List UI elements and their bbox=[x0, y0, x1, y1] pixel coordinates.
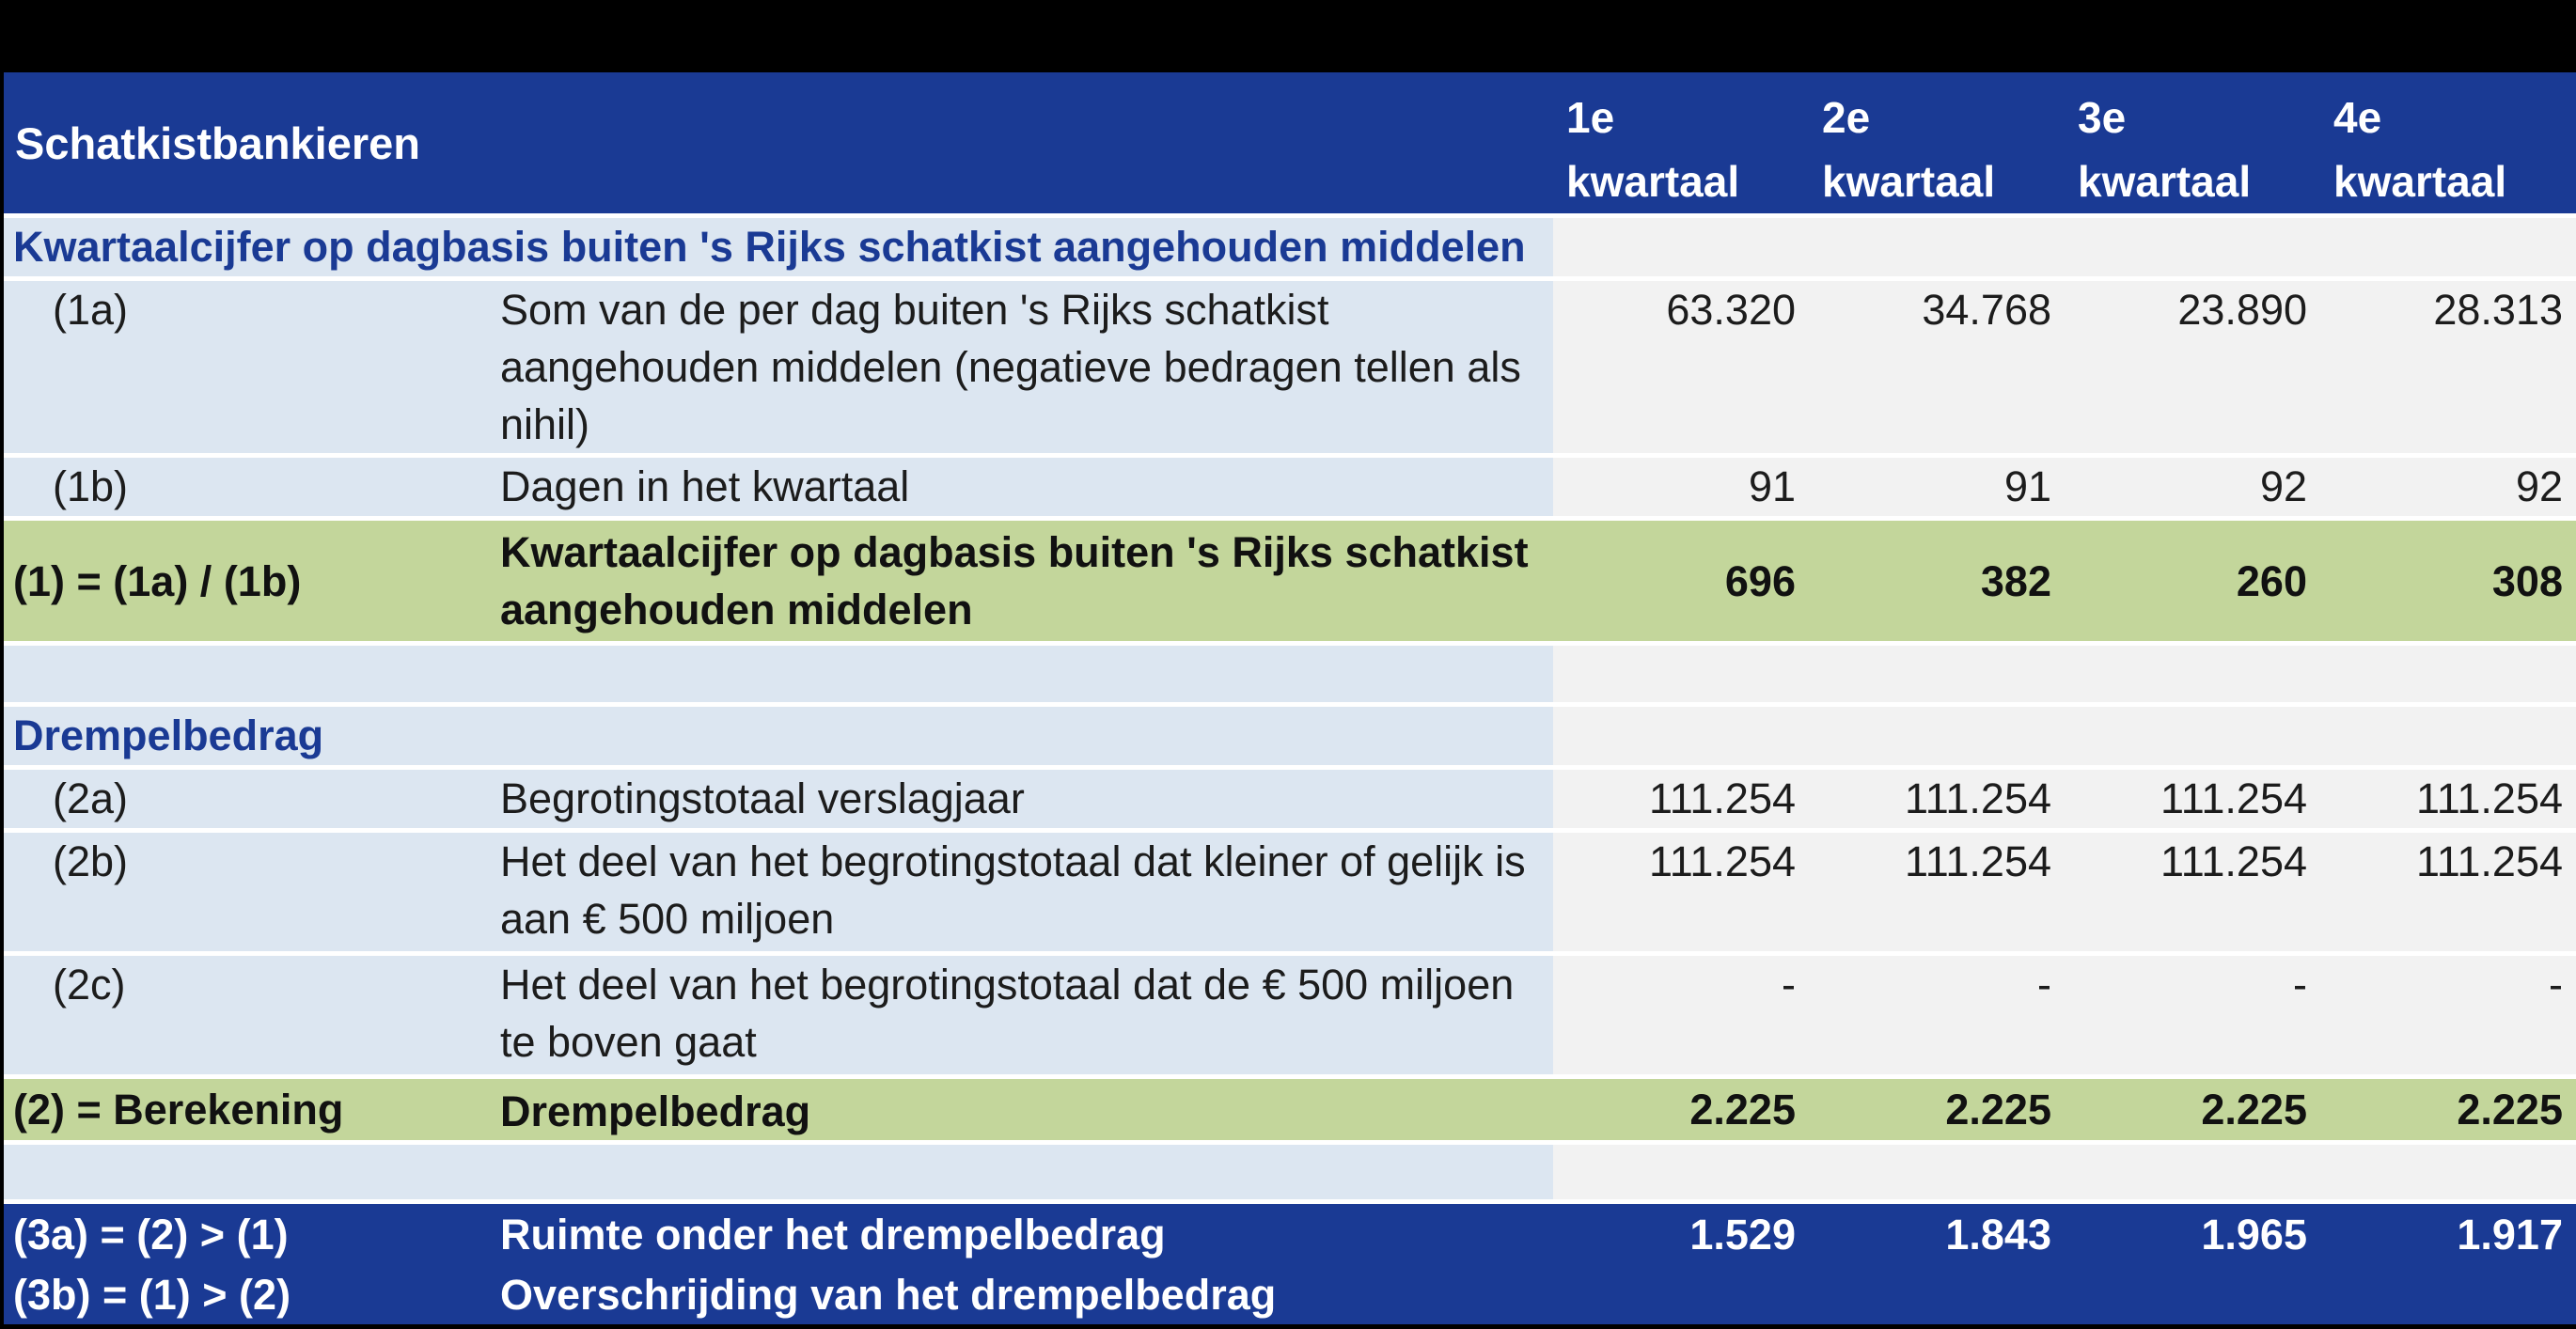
q2-word: kwartaal bbox=[1822, 157, 1996, 206]
value-cell-q1: 63.320 bbox=[1553, 281, 1809, 453]
value-cell-q3: 111.254 bbox=[2065, 770, 2320, 828]
value-cell-q2: 382 bbox=[1809, 521, 2065, 641]
value-cell-q1: 696 bbox=[1553, 521, 1809, 641]
value-cell-q4: 111.254 bbox=[2320, 770, 2576, 828]
table-row-calc-2 bbox=[4, 1079, 2576, 1140]
q4-ordinal: 4e bbox=[2333, 93, 2382, 142]
row-label: (2b) bbox=[4, 833, 500, 951]
value-cell-q3: 111.254 bbox=[2065, 833, 2320, 951]
column-header-q4 bbox=[2320, 72, 2576, 213]
value-cell-q3 bbox=[2065, 707, 2320, 765]
value-cell-q2: 91 bbox=[1809, 458, 2065, 516]
row-description: Kwartaalcijfer op dagbasis buiten 's Rijks schatkist aangehouden middelen bbox=[500, 521, 1553, 641]
value-cell-q4 bbox=[2320, 218, 2576, 276]
value-cell-q3 bbox=[2065, 218, 2320, 276]
value-cell-q2: 34.768 bbox=[1809, 281, 2065, 453]
value-cell-q1 bbox=[1553, 1264, 1809, 1324]
value-cell-q2 bbox=[1809, 218, 2065, 276]
q3-ordinal: 3e bbox=[2078, 93, 2127, 142]
value-cell-q2: 2.225 bbox=[1809, 1079, 2065, 1140]
value-cell-q2: 1.843 bbox=[1809, 1204, 2065, 1264]
value-cell-q4: 28.313 bbox=[2320, 281, 2576, 453]
table-row-1b bbox=[4, 458, 2576, 516]
value-cell-q3: 23.890 bbox=[2065, 281, 2320, 453]
value-cell-q3 bbox=[2065, 1145, 2320, 1199]
row-description: Dagen in het kwartaal bbox=[500, 458, 1553, 516]
row-description: Overschrijding van het drempelbedrag bbox=[500, 1264, 1553, 1324]
table-header-row bbox=[4, 72, 2576, 213]
table-row-spacer bbox=[4, 1145, 2576, 1199]
row-label: (2) = Berekening bbox=[4, 1079, 500, 1140]
value-cell-q3: 2.225 bbox=[2065, 1079, 2320, 1140]
value-cell-q3: 92 bbox=[2065, 458, 2320, 516]
value-cell-q2: 111.254 bbox=[1809, 770, 2065, 828]
value-cell-q4: 111.254 bbox=[2320, 833, 2576, 951]
table-title: Schatkistbankieren bbox=[15, 117, 421, 168]
q2-ordinal: 2e bbox=[1822, 93, 1871, 142]
schatkistbankieren-table bbox=[4, 72, 2576, 1324]
row-description: Drempelbedrag bbox=[500, 1079, 1553, 1140]
row-description: Het deel van het begrotingstotaal dat kleiner of gelijk is aan € 500 miljoen bbox=[500, 833, 1553, 951]
column-header-q1 bbox=[1553, 72, 1809, 213]
value-cell-q4 bbox=[2320, 1264, 2576, 1324]
section-title: Kwartaalcijfer op dagbasis buiten 's Rijks schatkist aangehouden middelen bbox=[4, 218, 1553, 276]
value-cell-q3: 1.965 bbox=[2065, 1204, 2320, 1264]
row-label: (1a) bbox=[4, 281, 500, 453]
value-cell-q2 bbox=[1809, 646, 2065, 702]
row-label: (1b) bbox=[4, 458, 500, 516]
value-cell-q4 bbox=[2320, 707, 2576, 765]
value-cell-q4 bbox=[2320, 646, 2576, 702]
value-cell-q4 bbox=[2320, 1145, 2576, 1199]
value-cell-q1: 91 bbox=[1553, 458, 1809, 516]
table-row-spacer bbox=[4, 646, 2576, 702]
value-cell-q1: - bbox=[1553, 956, 1809, 1074]
row-label: (1) = (1a) / (1b) bbox=[4, 521, 500, 641]
table-row-2a bbox=[4, 770, 2576, 828]
value-cell-q1: 111.254 bbox=[1553, 770, 1809, 828]
value-cell-q4: - bbox=[2320, 956, 2576, 1074]
column-header-q2 bbox=[1809, 72, 2065, 213]
table-row-section-2 bbox=[4, 707, 2576, 765]
row-description: Het deel van het begrotingstotaal dat de € 500 miljoen te boven gaat bbox=[500, 956, 1553, 1074]
row-label: (3b) = (1) > (2) bbox=[4, 1264, 500, 1324]
row-description: Som van de per dag buiten 's Rijks schatkist aangehouden middelen (negatieve bedragen tellen als nihil) bbox=[500, 281, 1553, 453]
spacer-cell bbox=[4, 646, 1553, 702]
row-description: Begrotingstotaal verslagjaar bbox=[500, 770, 1553, 828]
value-cell-q3: 260 bbox=[2065, 521, 2320, 641]
value-cell-q2 bbox=[1809, 1145, 2065, 1199]
value-cell-q4: 1.917 bbox=[2320, 1204, 2576, 1264]
value-cell-q1 bbox=[1553, 218, 1809, 276]
value-cell-q4: 92 bbox=[2320, 458, 2576, 516]
value-cell-q2: 111.254 bbox=[1809, 833, 2065, 951]
q4-word: kwartaal bbox=[2333, 157, 2507, 206]
value-cell-q3: - bbox=[2065, 956, 2320, 1074]
value-cell-q1: 2.225 bbox=[1553, 1079, 1809, 1140]
row-description: Ruimte onder het drempelbedrag bbox=[500, 1204, 1553, 1264]
table-row-2c bbox=[4, 956, 2576, 1074]
value-cell-q1: 1.529 bbox=[1553, 1204, 1809, 1264]
table-row-section-1 bbox=[4, 218, 2576, 276]
row-label: (2c) bbox=[4, 956, 500, 1074]
value-cell-q1 bbox=[1553, 646, 1809, 702]
spacer-cell bbox=[4, 1145, 1553, 1199]
q1-ordinal: 1e bbox=[1566, 93, 1615, 142]
q3-word: kwartaal bbox=[2078, 157, 2252, 206]
value-cell-q3 bbox=[2065, 646, 2320, 702]
section-title: Drempelbedrag bbox=[4, 707, 1553, 765]
column-header-q3 bbox=[2065, 72, 2320, 213]
table-row-1a bbox=[4, 281, 2576, 453]
value-cell-q3 bbox=[2065, 1264, 2320, 1324]
table-row-3b bbox=[4, 1264, 2576, 1324]
value-cell-q1 bbox=[1553, 707, 1809, 765]
value-cell-q2: - bbox=[1809, 956, 2065, 1074]
value-cell-q2 bbox=[1809, 707, 2065, 765]
row-label: (2a) bbox=[4, 770, 500, 828]
value-cell-q1: 111.254 bbox=[1553, 833, 1809, 951]
row-label: (3a) = (2) > (1) bbox=[4, 1204, 500, 1264]
table-row-2b bbox=[4, 833, 2576, 951]
table-row-calc-1 bbox=[4, 521, 2576, 641]
table-row-3a bbox=[4, 1204, 2576, 1264]
value-cell-q4: 308 bbox=[2320, 521, 2576, 641]
q1-word: kwartaal bbox=[1566, 157, 1740, 206]
value-cell-q2 bbox=[1809, 1264, 2065, 1324]
value-cell-q4: 2.225 bbox=[2320, 1079, 2576, 1140]
value-cell-q1 bbox=[1553, 1145, 1809, 1199]
